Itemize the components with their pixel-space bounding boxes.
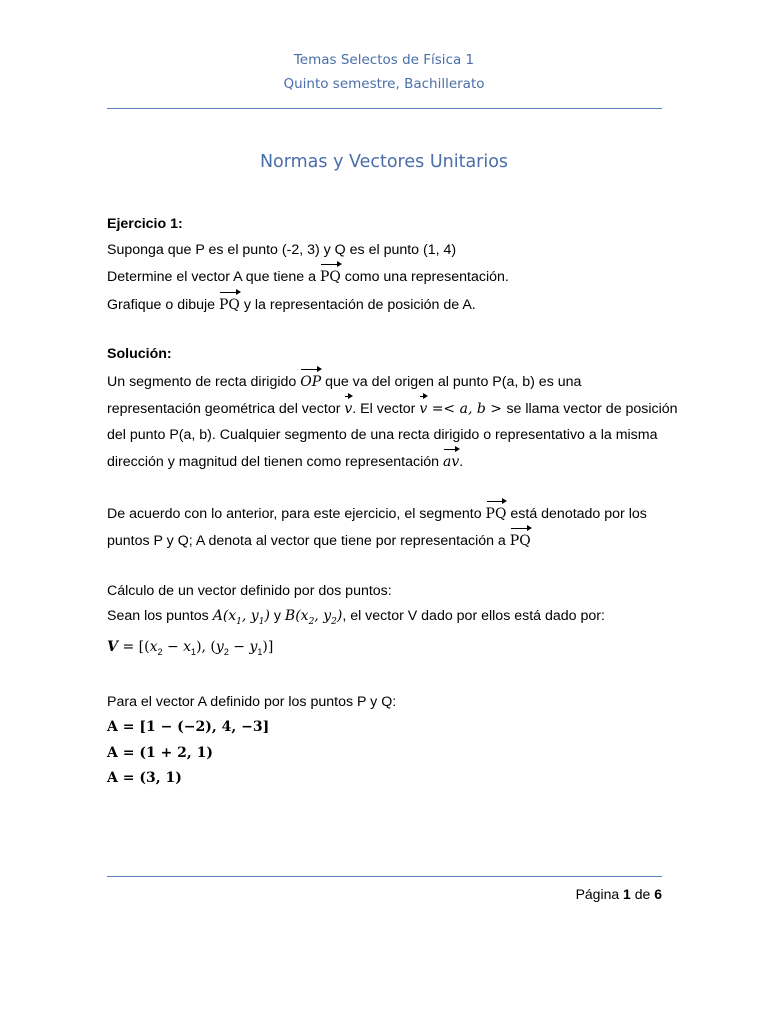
page-total: 6 [654, 886, 662, 902]
calc-heading: Cálculo de un vector definido por dos puntos: [107, 582, 392, 599]
vector-v: v [344, 395, 352, 423]
point-b: $B(x_2$, $y_2$) [284, 608, 343, 627]
paragraph-2-line-1 [107, 500, 667, 528]
text: . [459, 454, 464, 470]
text: Un segmento de recta dirigido [107, 373, 301, 390]
text: Sean los puntos [107, 608, 213, 624]
document-body [107, 212, 678, 792]
math: B(x [284, 608, 309, 624]
vector-op: OP [300, 368, 321, 396]
equation-3: A = (3, 1) [107, 770, 182, 787]
vector-pq: PQ [219, 291, 240, 319]
solution-line-2 [107, 395, 678, 423]
text: dirección y magnitud del tienen como representación [107, 454, 443, 470]
text: , el vector V dado por ellos está dado por: [342, 608, 605, 624]
header-semester: Quinto semestre, Bachillerato [283, 76, 485, 92]
text: De acuerdo con lo anterior, para este ejercicio, el segmento [107, 505, 486, 522]
vector-v: v [419, 395, 427, 423]
text: . El vector [352, 401, 420, 417]
header-course: Temas Selectos de Física 1 [293, 52, 475, 68]
paragraph-2-line-2 [107, 527, 667, 555]
document-header [0, 48, 768, 96]
text: y [269, 608, 285, 624]
exercise-line-2 [107, 263, 667, 291]
vector-a-intro: Para el vector A definido por los puntos P y Q: [107, 693, 397, 710]
page-number: 1 [623, 886, 631, 902]
math: =< a, b > [427, 401, 507, 417]
exercise-line-1: Suponga que P es el punto (-2, 3) y Q es el punto (1, 4) [107, 241, 457, 258]
solution-line-1 [107, 368, 667, 396]
exercise-heading: Ejercicio 1: [107, 216, 183, 232]
page-footer [107, 886, 662, 902]
math: A(x [212, 608, 237, 624]
equation-2: A = (1 + 2, 1) [107, 744, 214, 761]
exercise-line-3 [107, 291, 667, 319]
text: y la representación de posición de A. [239, 296, 476, 313]
solution-line-3: del punto P(a, b). Cualquier segmento de una recta dirigido o representativo a la misma [107, 426, 658, 443]
formula-v: $V = [(x_2 - x_1)$, $(y_2 - y_1)$] [107, 639, 274, 658]
text: Determine el vector A que tiene a [107, 269, 320, 285]
text: se llama vector de posición [506, 401, 678, 417]
footer-label: Página [575, 886, 624, 902]
points-definition [107, 604, 667, 635]
text: que va del origen al punto P(a, b) es una [321, 373, 582, 390]
text: representación geométrica del vector [107, 401, 345, 417]
vector-pq: PQ [486, 500, 507, 528]
vector-pq: PQ [320, 263, 341, 291]
solution-line-4 [107, 448, 667, 476]
footer-rule [107, 876, 662, 877]
equation-1: A = [1 − (−2), 4, −3] [107, 719, 270, 736]
text: como una representación. [340, 269, 509, 285]
vector-pq: PQ [510, 527, 531, 555]
header-rule [107, 108, 662, 109]
vector-av: av [443, 448, 459, 476]
page-title: Normas y Vectores Unitarios [259, 152, 509, 172]
text: Grafique o dibuje [107, 296, 219, 313]
solution-heading: Solución: [107, 346, 172, 362]
text: está denotado por los [506, 505, 647, 522]
text: puntos P y Q; A denota al vector que tiene por representación a [107, 533, 510, 549]
footer-of: de [630, 886, 655, 902]
point-a: $A(x_1$, $y_1$) [212, 608, 270, 627]
